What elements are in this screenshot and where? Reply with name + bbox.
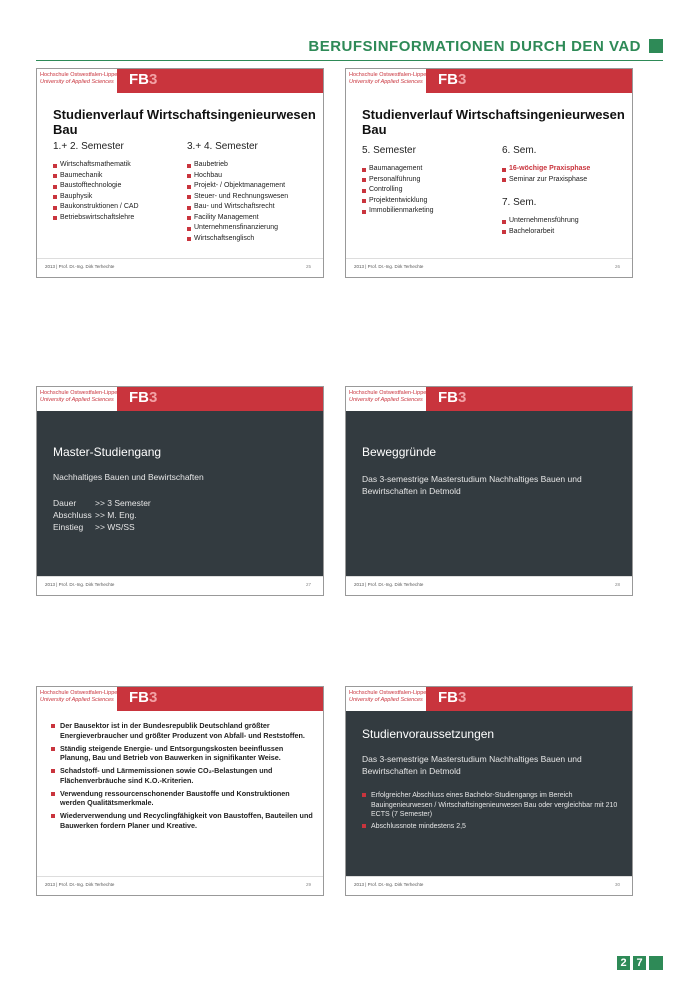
university-logo bbox=[349, 690, 426, 703]
fact-key: Abschluss bbox=[53, 510, 92, 520]
fb-number: 3 bbox=[458, 389, 467, 406]
slide-subtitle: Nachhaltiges Bauen und Bewirtschaften bbox=[53, 472, 204, 482]
slide-number: 28 bbox=[614, 582, 620, 587]
university-name: Hochschule Ostwestfalen-Lippe bbox=[349, 690, 427, 696]
fb-number: 3 bbox=[149, 71, 158, 88]
footer-author: 2013 | Prof. Dr.-Ing. Dirk Terhechte bbox=[354, 882, 424, 887]
page-number bbox=[617, 956, 663, 970]
slide-title: Master-Studiengang bbox=[53, 445, 162, 459]
slide-number: 25 bbox=[305, 264, 311, 269]
slide-28 bbox=[345, 386, 633, 596]
page-number-digit: 7 bbox=[633, 956, 646, 970]
slide-body bbox=[346, 711, 632, 877]
course-list bbox=[362, 164, 434, 217]
university-logo bbox=[40, 690, 117, 703]
university-name: Hochschule Ostwestfalen-Lippe bbox=[40, 72, 118, 78]
semester-column-3 bbox=[502, 197, 579, 237]
column-title: 5. Semester bbox=[362, 145, 416, 156]
course-list bbox=[502, 164, 590, 185]
fact-key: Dauer bbox=[53, 498, 77, 508]
list-item: Baustofftechnologie bbox=[53, 181, 139, 192]
course-list bbox=[502, 216, 579, 237]
slide-heading: Studienverlauf Wirtschaftsingenieurwesen Bau bbox=[53, 107, 316, 137]
slide-body bbox=[346, 411, 632, 577]
footer-author: 2013 | Prof. Dr.-Ing. Dirk Terhechte bbox=[354, 582, 424, 587]
fb-number: 3 bbox=[149, 389, 158, 406]
list-item: Unternehmensfinanzierung bbox=[187, 223, 288, 234]
slide-text: Das 3-semestrige Masterstudium Nachhaltiges Bauen und Bewirtschaften in Detmold bbox=[362, 754, 582, 776]
fb-number: 3 bbox=[458, 689, 467, 706]
slide-header bbox=[346, 387, 632, 411]
footer-author: 2013 | Prof. Dr.-Ing. Dirk Terhechte bbox=[45, 264, 115, 269]
slide-27 bbox=[36, 386, 324, 596]
page-header-title: BERUFSINFORMATIONEN DURCH DEN VAD bbox=[308, 38, 641, 55]
university-subtitle: University of Applied Sciences bbox=[349, 396, 423, 403]
fb-text: FB bbox=[129, 71, 149, 88]
list-item: Bau- und Wirtschaftsrecht bbox=[187, 202, 288, 213]
list-item: Schadstoff- und Lärmemissionen sowie CO₂-Belastungen und Flächenverbräuche sind K.O.-Kriterien. bbox=[49, 766, 315, 785]
university-name: Hochschule Ostwestfalen-Lippe bbox=[40, 390, 118, 396]
fb-text: FB bbox=[129, 389, 149, 406]
course-list bbox=[53, 160, 139, 223]
slide-body bbox=[37, 93, 323, 259]
column-title: 6. Sem. bbox=[502, 145, 537, 156]
slide-26 bbox=[345, 68, 633, 278]
university-subtitle: University of Applied Sciences bbox=[40, 396, 114, 403]
list-item: Hochbau bbox=[187, 171, 288, 182]
list-item: Wirtschaftsmathematik bbox=[53, 160, 139, 171]
slide-text: Das 3-semestrige Masterstudium Nachhaltiges Bauen und Bewirtschaften in Detmold bbox=[362, 474, 582, 496]
university-name: Hochschule Ostwestfalen-Lippe bbox=[349, 72, 427, 78]
slide-header bbox=[37, 69, 323, 93]
semester-column-1 bbox=[53, 141, 139, 223]
slide-number: 30 bbox=[614, 882, 620, 887]
slide-number: 29 bbox=[305, 882, 311, 887]
university-name: Hochschule Ostwestfalen-Lippe bbox=[40, 690, 118, 696]
fb-label bbox=[129, 389, 157, 406]
fb-label bbox=[438, 389, 466, 406]
fb-text: FB bbox=[129, 689, 149, 706]
university-subtitle: University of Applied Sciences bbox=[40, 696, 114, 703]
university-subtitle: University of Applied Sciences bbox=[349, 78, 423, 85]
list-item: Verwendung ressourcenschonender Baustoffe und Konstruktionen werden Qualitätsmerkmale. bbox=[49, 789, 315, 808]
list-item: Projektentwicklung bbox=[362, 196, 434, 207]
slide-heading: Studienverlauf Wirtschaftsingenieurwesen Bau bbox=[362, 107, 625, 137]
list-item: Baukonstruktionen / CAD bbox=[53, 202, 139, 213]
university-logo bbox=[40, 72, 117, 85]
column-title: 1.+ 2. Semester bbox=[53, 141, 124, 152]
list-item: Wirtschaftsenglisch bbox=[187, 234, 288, 245]
fact-row bbox=[53, 497, 151, 509]
slide-footer bbox=[37, 576, 323, 595]
slide-footer bbox=[346, 876, 632, 895]
slide-footer bbox=[346, 576, 632, 595]
semester-column-2 bbox=[502, 145, 590, 185]
fb-label bbox=[438, 689, 466, 706]
fact-value: >> 3 Semester bbox=[95, 498, 151, 508]
list-item: Bachelorarbeit bbox=[502, 227, 579, 238]
list-item: Wiederverwendung und Recyclingfähigkeit von Baustoffen, Bauteilen und Bauwerken fordern Planer und Kreative. bbox=[49, 811, 315, 830]
footer-author: 2013 | Prof. Dr.-Ing. Dirk Terhechte bbox=[45, 882, 115, 887]
slide-body bbox=[37, 411, 323, 577]
fb-label bbox=[129, 689, 157, 706]
university-logo bbox=[40, 390, 117, 403]
university-subtitle: University of Applied Sciences bbox=[40, 78, 114, 85]
list-item: Baumanagement bbox=[362, 164, 434, 175]
fb-number: 3 bbox=[458, 71, 467, 88]
slide-body bbox=[346, 93, 632, 259]
list-item: Unternehmensführung bbox=[502, 216, 579, 227]
list-item: Facility Management bbox=[187, 213, 288, 224]
list-item: Personalführung bbox=[362, 175, 434, 186]
course-list bbox=[187, 160, 288, 244]
slide-header bbox=[37, 387, 323, 411]
slide-footer bbox=[346, 258, 632, 277]
slide-25 bbox=[36, 68, 324, 278]
slide-header bbox=[37, 687, 323, 711]
fact-value: >> WS/SS bbox=[95, 522, 135, 532]
slide-number: 27 bbox=[305, 582, 311, 587]
list-item: Baubetrieb bbox=[187, 160, 288, 171]
university-logo bbox=[349, 390, 426, 403]
fb-text: FB bbox=[438, 389, 458, 406]
university-logo bbox=[349, 72, 426, 85]
fb-text: FB bbox=[438, 71, 458, 88]
semester-column-2 bbox=[187, 141, 288, 244]
fb-label bbox=[438, 71, 466, 88]
list-item: Immobilienmarketing bbox=[362, 206, 434, 217]
fb-label bbox=[129, 71, 157, 88]
list-item: Seminar zur Praxisphase bbox=[502, 175, 590, 186]
page-number-square-icon bbox=[649, 956, 663, 970]
slide-title: Beweggründe bbox=[362, 445, 437, 459]
fb-text: FB bbox=[438, 689, 458, 706]
fact-row bbox=[53, 509, 151, 521]
slide-title: Studienvoraussetzungen bbox=[362, 727, 495, 741]
page-header bbox=[36, 34, 663, 60]
slide-body bbox=[37, 711, 323, 877]
slide-footer bbox=[37, 258, 323, 277]
list-item: Ständig steigende Energie- und Entsorgungskosten beeinflussen Planung, Bau und Betrieb von Bauwerken in signifikanter Weise. bbox=[49, 744, 315, 763]
list-item: Betriebswirtschaftslehre bbox=[53, 213, 139, 224]
column-title: 7. Sem. bbox=[502, 197, 537, 208]
list-item: Projekt- / Objektmanagement bbox=[187, 181, 288, 192]
list-item: Baumechanik bbox=[53, 171, 139, 182]
slide-29 bbox=[36, 686, 324, 896]
fact-key: Einstieg bbox=[53, 522, 84, 532]
footer-author: 2013 | Prof. Dr.-Ing. Dirk Terhechte bbox=[354, 264, 424, 269]
footer-author: 2013 | Prof. Dr.-Ing. Dirk Terhechte bbox=[45, 582, 115, 587]
semester-column-1 bbox=[362, 145, 434, 217]
list-item: Steuer- und Rechnungswesen bbox=[187, 192, 288, 203]
list-item: Abschlussnote mindestens 2,5 bbox=[362, 822, 622, 832]
fb-number: 3 bbox=[149, 689, 158, 706]
university-name: Hochschule Ostwestfalen-Lippe bbox=[349, 390, 427, 396]
slide-footer bbox=[37, 876, 323, 895]
list-item-highlight: 16-wöchige Praxisphase bbox=[502, 164, 590, 175]
list-item: Erfolgreicher Abschluss eines Bachelor-Studiengangs im Bereich Bauingenieurwesen / Wirtschaftsingenieurwesen Bau oder vergleichbar mit 210 ECTS (7 Semester) bbox=[362, 791, 622, 820]
university-subtitle: University of Applied Sciences bbox=[349, 696, 423, 703]
header-rule bbox=[36, 60, 663, 61]
program-facts bbox=[53, 497, 151, 533]
slide-number: 26 bbox=[614, 264, 620, 269]
page-number-digit: 2 bbox=[617, 956, 630, 970]
slide-header bbox=[346, 687, 632, 711]
header-square-icon bbox=[649, 39, 663, 53]
slide-30 bbox=[345, 686, 633, 896]
bullet-list bbox=[362, 791, 622, 833]
slide-header bbox=[346, 69, 632, 93]
list-item: Der Bausektor ist in der Bundesrepublik Deutschland größter Energieverbraucher und größter Produzent von Abfall- und Reststoffen. bbox=[49, 721, 315, 740]
fact-value: >> M. Eng. bbox=[95, 510, 137, 520]
fact-row bbox=[53, 521, 151, 533]
column-title: 3.+ 4. Semester bbox=[187, 141, 258, 152]
list-item: Bauphysik bbox=[53, 192, 139, 203]
bullet-list bbox=[49, 721, 315, 834]
list-item: Controlling bbox=[362, 185, 434, 196]
